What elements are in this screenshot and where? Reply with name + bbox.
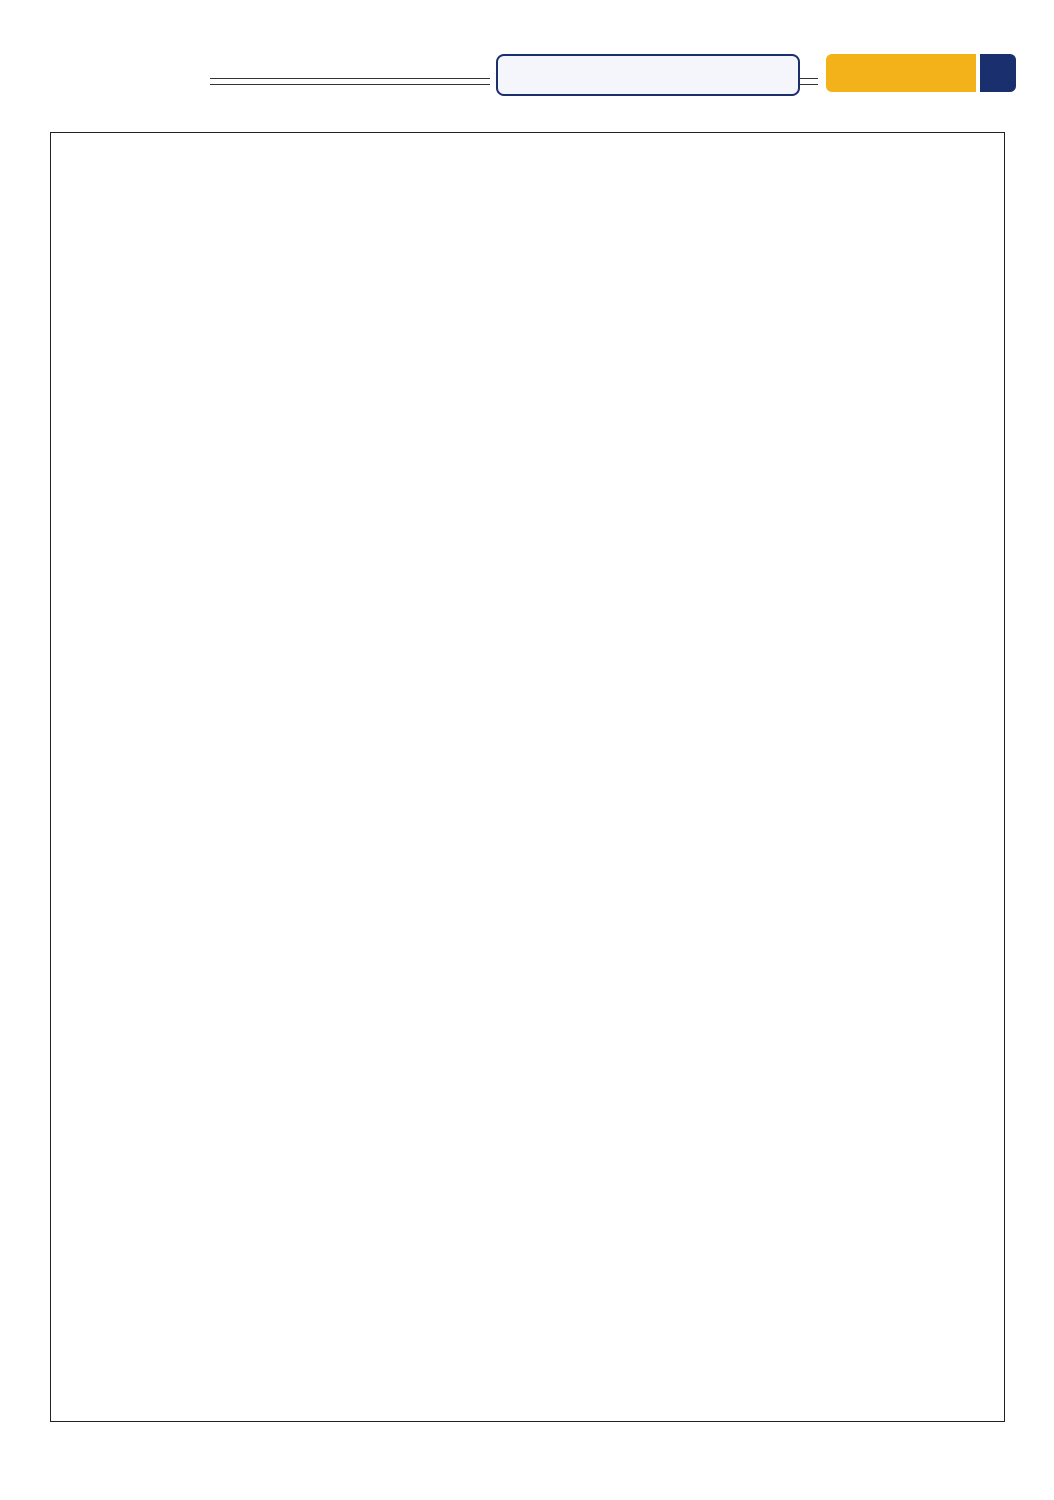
list-item bbox=[375, 481, 681, 513]
header-rule bbox=[800, 78, 818, 85]
entry-text bbox=[787, 409, 997, 441]
list-item bbox=[375, 193, 681, 225]
entry-text bbox=[787, 445, 997, 477]
entry-text bbox=[787, 229, 997, 261]
column-2 bbox=[375, 139, 681, 1415]
list-item bbox=[375, 301, 681, 333]
content-frame bbox=[50, 132, 1005, 1422]
entry-text bbox=[787, 193, 997, 225]
list-item bbox=[375, 409, 681, 441]
entry-text bbox=[787, 157, 997, 189]
list-item bbox=[691, 193, 997, 225]
page-header bbox=[40, 44, 1014, 104]
list-item bbox=[59, 265, 365, 297]
list-item bbox=[59, 409, 365, 441]
continued-from bbox=[375, 139, 681, 157]
entry-text bbox=[471, 301, 681, 333]
continued-from bbox=[59, 139, 365, 157]
entry-text bbox=[471, 157, 681, 189]
entry-text bbox=[471, 409, 681, 441]
entry-text bbox=[155, 193, 365, 225]
entry-text bbox=[787, 337, 997, 369]
entry-text bbox=[155, 481, 365, 513]
list-item bbox=[59, 193, 365, 225]
list-item bbox=[375, 157, 681, 189]
entry-text bbox=[787, 481, 997, 513]
masthead-title bbox=[496, 54, 800, 96]
list-item bbox=[691, 157, 997, 189]
list-item bbox=[691, 481, 997, 513]
entry-text bbox=[155, 409, 365, 441]
continued-from bbox=[691, 139, 997, 157]
list-item bbox=[375, 337, 681, 369]
entry-text bbox=[155, 373, 365, 405]
entry-text bbox=[471, 193, 681, 225]
entry-text bbox=[155, 265, 365, 297]
list-item bbox=[691, 445, 997, 477]
entry-list bbox=[691, 157, 997, 513]
entry-text bbox=[787, 301, 997, 333]
entry-text bbox=[471, 337, 681, 369]
entry-text bbox=[787, 265, 997, 297]
page-number bbox=[980, 54, 1016, 92]
list-item bbox=[59, 445, 365, 477]
entry-list bbox=[375, 157, 681, 513]
list-item bbox=[691, 409, 997, 441]
list-item bbox=[59, 481, 365, 513]
entry-text bbox=[471, 481, 681, 513]
entry-text bbox=[155, 337, 365, 369]
entry-text bbox=[155, 301, 365, 333]
list-item bbox=[375, 373, 681, 405]
entry-text bbox=[155, 445, 365, 477]
list-item bbox=[59, 337, 365, 369]
list-item bbox=[691, 229, 997, 261]
list-item bbox=[59, 229, 365, 261]
entry-text bbox=[155, 229, 365, 261]
list-item bbox=[59, 301, 365, 333]
entry-text bbox=[471, 445, 681, 477]
list-item bbox=[375, 229, 681, 261]
entry-text bbox=[471, 265, 681, 297]
column-3 bbox=[691, 139, 997, 1415]
list-item bbox=[375, 445, 681, 477]
entry-text bbox=[155, 157, 365, 189]
column-1 bbox=[59, 139, 365, 1415]
list-item bbox=[59, 373, 365, 405]
entry-text bbox=[787, 373, 997, 405]
entry-list bbox=[59, 157, 365, 513]
list-item bbox=[691, 337, 997, 369]
section-title bbox=[826, 54, 976, 92]
list-item bbox=[691, 265, 997, 297]
list-item bbox=[59, 157, 365, 189]
list-item bbox=[691, 301, 997, 333]
list-item bbox=[375, 265, 681, 297]
entry-text bbox=[471, 373, 681, 405]
header-rule bbox=[210, 78, 490, 85]
entry-text bbox=[471, 229, 681, 261]
list-item bbox=[691, 373, 997, 405]
